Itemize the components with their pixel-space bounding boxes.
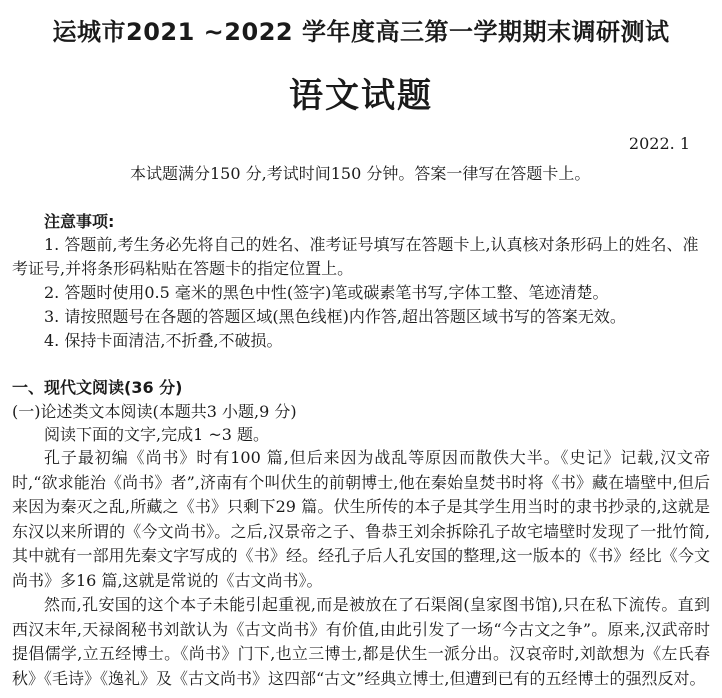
subject-title: 语文试题 xyxy=(289,76,433,116)
notice-item: 1. 答题前,考生务必先将自己的姓名、准考证号填写在答题卡上,认真核对条形码上的姓名、准考证号,并将条形码粘贴在答题卡的指定位置上。 xyxy=(12,235,699,278)
passage-paragraph: 然而,孔安国的这个本子未能引起重视,而是被放在了石渠阁(皇家图书馆),只在私下流传。直到西汉末年,天禄阁秘书刘歆认为《古文尚书》有价值,由此引发了一场“今古文之争”。原来,汉武帝时提倡儒学,立五经博士。《尚书》门下,也立三博士,都是伏生一派分出。汉哀帝时,刘歆想为《左氏春秋》《毛诗》《逸礼》及《古文尚书》这四部“古文”经典立博士,但遭到已有的五经博士的强烈反对。 xyxy=(12,595,710,688)
exam-info: 本试题满分150 分,考试时间150 分钟。答案一律写在答题卡上。 xyxy=(130,164,591,183)
notice-heading: 注意事项: xyxy=(44,212,115,231)
reading-instruction: 阅读下面的文字,完成1 ~3 题。 xyxy=(44,425,270,444)
notice-item: 4. 保持卡面清洁,不折叠,不破损。 xyxy=(44,331,283,350)
notice-item: 2. 答题时使用0.5 毫米的黑色中性(签字)笔或碳素笔书写,字体工整、笔迹清楚。 xyxy=(44,283,609,302)
exam-date: 2022. 1 xyxy=(628,134,690,153)
section-heading: 一、现代文阅读(36 分) xyxy=(12,378,183,397)
notice-list xyxy=(12,233,712,353)
reading-passage xyxy=(12,446,710,691)
passage-paragraph: 孔子最初编《尚书》时有100 篇,但后来因为战乱等原因而散佚大半。《史记》记载,汉文帝时,“欲求能治《尚书》者”,济南有个叫伏生的前朝博士,他在秦始皇焚书时将《书》藏在墙壁中,但后来因为秦灭之乱,所藏之《书》只剩下29 篇。伏生所传的本子是其学生用当时的隶书抄录的,这就是东汉以来所谓的《今文尚书》。之后,汉景帝之子、鲁恭王刘余拆除孔子故宅墙壁时发现了一批竹简,其中就有一部用先秦文字写成的《书》经。经孔子后人孔安国的整理,这一版本的《书》经比《今文尚书》多16 篇,这就是常说的《古文尚书》。 xyxy=(12,448,710,590)
notice-item: 3. 请按照题号在各题的答题区域(黑色线框)内作答,超出答题区域书写的答案无效。 xyxy=(44,307,626,326)
exam-title: 运城市2021 ~2022 学年度高三第一学期期末调研测试 xyxy=(52,18,670,46)
section-subheading: (一)论述类文本阅读(本题共3 小题,9 分) xyxy=(12,402,297,421)
